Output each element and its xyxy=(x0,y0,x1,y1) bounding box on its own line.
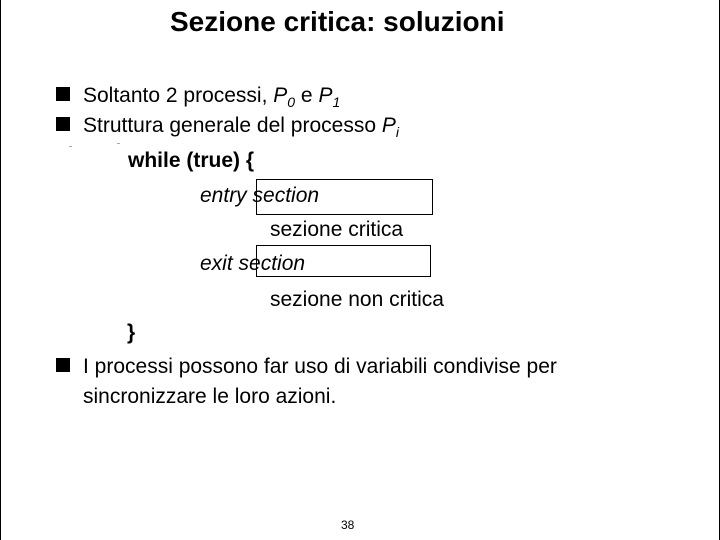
process-p0 xyxy=(273,84,296,110)
process-p0-subscript: 0 xyxy=(287,94,296,110)
code-while-line: while (true) { xyxy=(128,149,255,172)
bullet-structure xyxy=(56,113,399,145)
bullet-text xyxy=(83,113,399,145)
bullet-text-part: e xyxy=(295,84,319,107)
process-p1-base: P xyxy=(318,84,333,107)
square-bullet-icon xyxy=(56,358,70,372)
bullet-text-part: Struttura generale del processo xyxy=(83,114,382,137)
bullet-processes xyxy=(56,83,340,115)
square-bullet-icon xyxy=(56,117,70,131)
bullet-text-part: Soltanto 2 processi, xyxy=(83,84,274,107)
code-noncritical-section: sezione non critica xyxy=(270,288,444,311)
process-p0-base: P xyxy=(273,84,288,107)
code-critical-section: sezione critica xyxy=(270,218,404,241)
process-pi-subscript: i xyxy=(395,124,399,140)
bullet-text-line2: sincronizzare le loro azioni. xyxy=(83,385,337,408)
scan-speck xyxy=(69,146,72,147)
bullet-text xyxy=(83,83,340,115)
bullet-text-line1: I processi possono far uso di variabili condivise per xyxy=(83,355,557,378)
code-exit-section: exit section xyxy=(200,252,306,275)
scan-speck xyxy=(117,143,120,144)
process-p1 xyxy=(318,84,341,110)
page-number: 38 xyxy=(341,518,355,532)
code-entry-section: entry section xyxy=(200,184,320,207)
bullet-shared-variables xyxy=(56,354,557,380)
slide-title: Sezione critica: soluzioni xyxy=(170,6,505,37)
process-p1-subscript: 1 xyxy=(332,94,341,110)
square-bullet-icon xyxy=(56,87,70,101)
code-close-brace: } xyxy=(127,321,136,344)
process-pi xyxy=(381,114,399,140)
process-pi-base: P xyxy=(381,114,396,137)
